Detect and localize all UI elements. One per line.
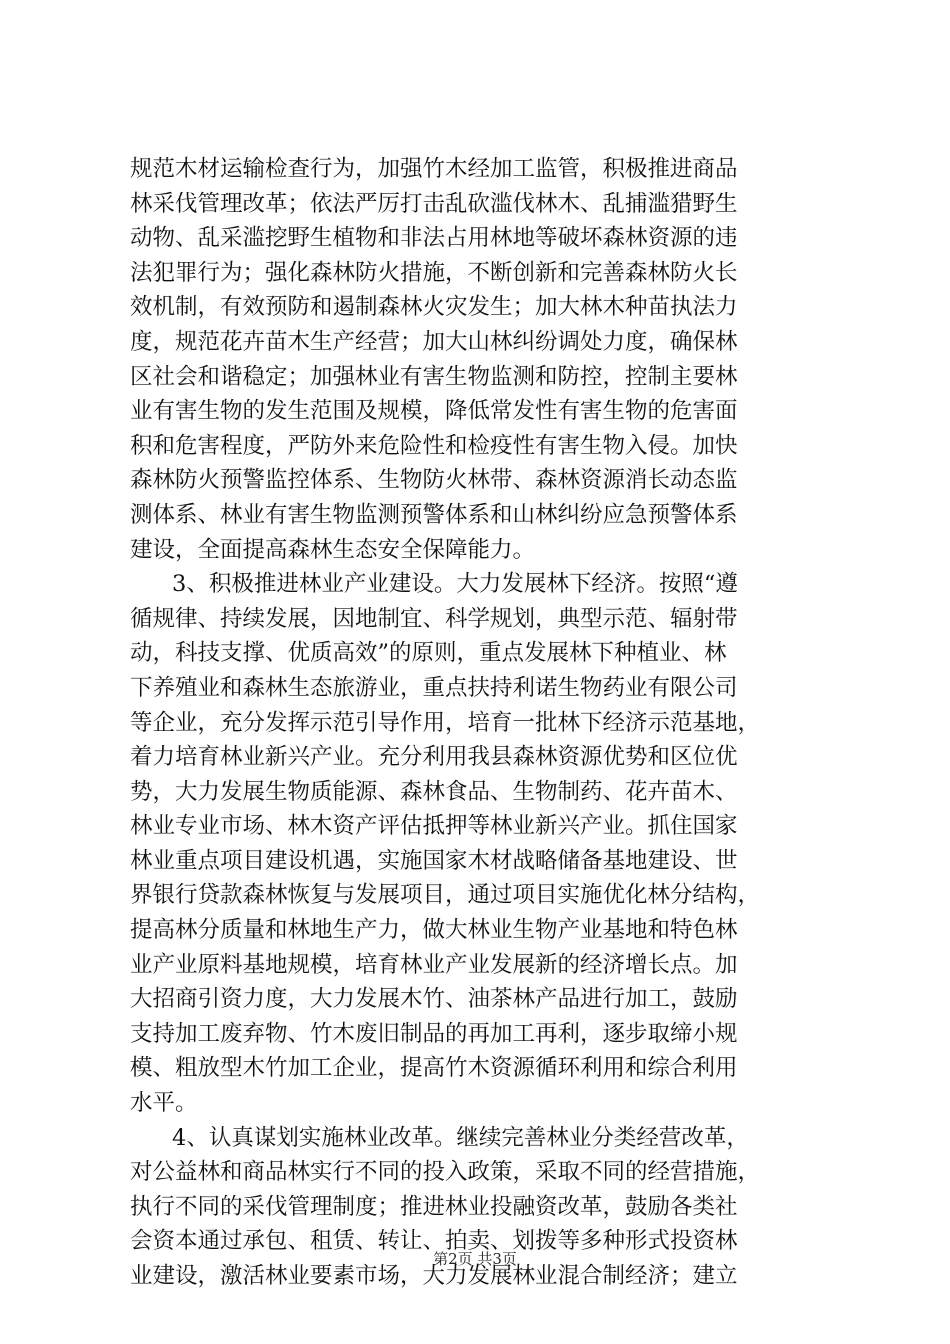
text-line: 着力培育林业新兴产业。充分利用我县森林资源优势和区位优: [130, 744, 738, 771]
text-line: 模、粗放型木竹加工企业，提高竹木资源循环利用和综合利用: [130, 1055, 738, 1082]
page-footer: [0, 1248, 950, 1269]
text-line: 积和危害程度，严防外来危险性和检疫性有害生物入侵。加快: [130, 432, 738, 459]
text-line: 下养殖业和森林生态旅游业，重点扶持利诺生物药业有限公司: [130, 674, 738, 701]
text-line: 4、认真谋划实施林业改革。继续完善林业分类经营改革，: [172, 1124, 749, 1151]
text-line: 执行不同的采伐管理制度；推进林业投融资改革，鼓励各类社: [130, 1193, 738, 1220]
text-line: 支持加工废弃物、竹木废旧制品的再加工再利，逐步取缔小规: [130, 1020, 738, 1047]
text-line: 林业专业市场、林木资产评估抵押等林业新兴产业。抓住国家: [130, 813, 738, 840]
text-line: 水平。: [130, 1090, 198, 1117]
text-line: 业建设，激活林业要素市场，大力发展林业混合制经济；建立: [130, 1263, 738, 1289]
text-line: 建设，全面提高森林生态安全保障能力。: [130, 536, 536, 563]
text-line: 循规律、持续发展，因地制宜、科学规划，典型示范、辐射带: [130, 605, 738, 632]
text-line: 业有害生物的发生范围及规模，降低常发性有害生物的危害面: [130, 398, 738, 425]
text-line: 势，大力发展生物质能源、森林食品、生物制药、花卉苗木、: [130, 778, 738, 805]
text-line: 度，规范花卉苗木生产经营；加大山林纠纷调处力度，确保林: [130, 328, 738, 355]
text-line: 界银行贷款森林恢复与发展项目，通过项目实施优化林分结构，: [130, 882, 761, 909]
text-line: 提高林分质量和林地生产力，做大林业生物产业基地和特色林: [130, 917, 738, 944]
text-line: 大招商引资力度，大力发展木竹、油茶林产品进行加工，鼓励: [130, 986, 738, 1013]
text-line: 法犯罪行为；强化森林防火措施，不断创新和完善森林防火长: [130, 259, 738, 286]
text-line: 业产业原料基地规模，培育林业产业发展新的经济增长点。加: [130, 951, 738, 978]
text-line: 效机制，有效预防和遏制森林火灾发生；加大林木种苗执法力: [130, 294, 738, 321]
text-line: 测体系、林业有害生物监测预警体系和山林纠纷应急预警体系: [130, 501, 738, 528]
text-line: 林采伐管理改革；依法严厉打击乱砍滥伐林木、乱捕滥猎野生: [130, 190, 738, 217]
text-line: 区社会和谐稳定；加强林业有害生物监测和防控，控制主要林: [130, 363, 738, 390]
page-number-label: 第2页 共3页: [433, 1250, 517, 1268]
text-line: 动物、乱采滥挖野生植物和非法占用林地等破坏森林资源的违: [130, 225, 738, 252]
text-line: 对公益林和商品林实行不同的投入政策，采取不同的经营措施，: [130, 1159, 761, 1186]
text-line: 动，科技支撑、优质高效”的原则，重点发展林下种植业、林: [130, 640, 727, 667]
text-line: 森林防火预警监控体系、生物防火林带、森林资源消长动态监: [130, 467, 738, 494]
document-body: [130, 152, 830, 1294]
text-line: 规范木材运输检查行为，加强竹木经加工监管，积极推进商品: [130, 156, 738, 182]
text-line: 林业重点项目建设机遇，实施国家木材战略储备基地建设、世: [130, 847, 738, 874]
text-line: 会资本通过承包、租赁、转让、拍卖、划拨等多种形式投资林: [130, 1228, 738, 1255]
text-line: 3、积极推进林业产业建设。大力发展林下经济。按照“遵: [172, 571, 738, 598]
text-line: 等企业，充分发挥示范引导作用，培育一批林下经济示范基地，: [130, 709, 761, 736]
